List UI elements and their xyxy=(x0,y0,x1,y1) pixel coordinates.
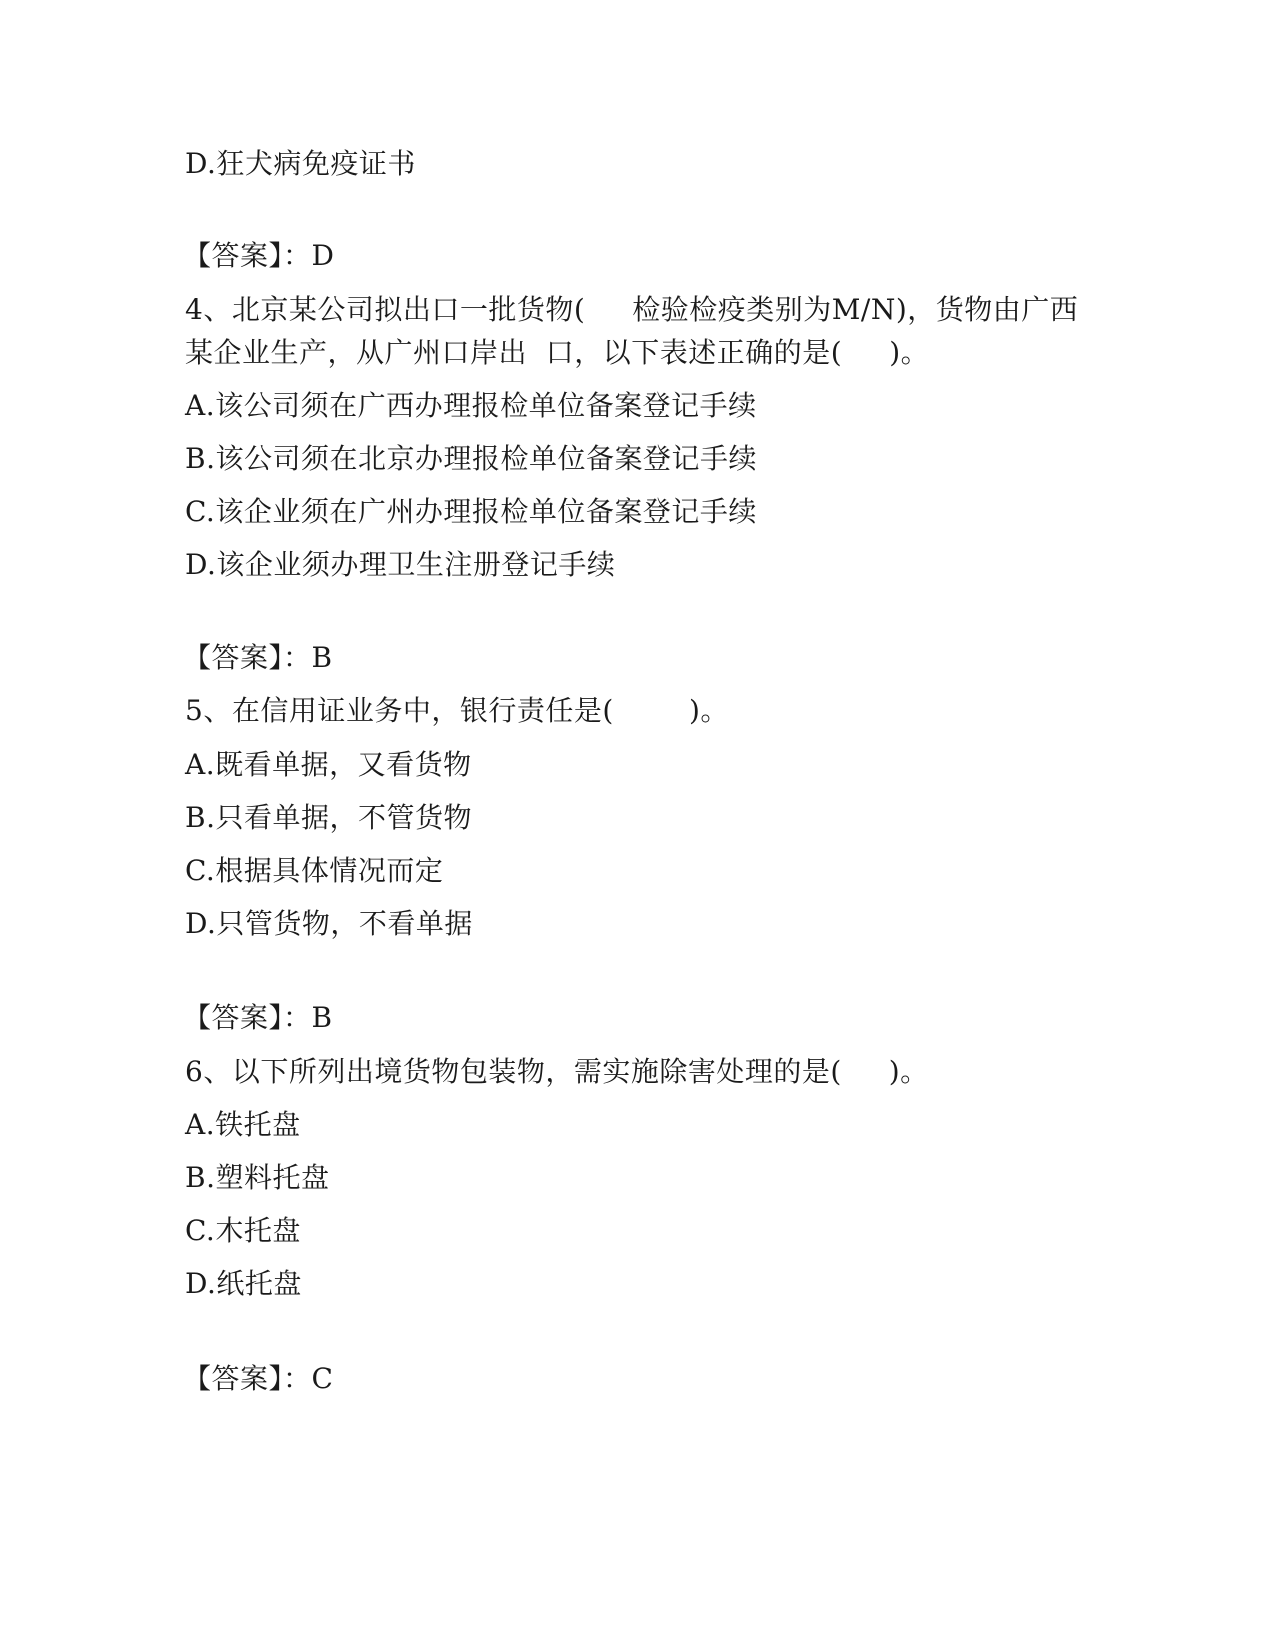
q5-option-a: A.既看单据，又看货物 xyxy=(185,748,472,781)
q4-option-d: D.该企业须办理卫生注册登记手续 xyxy=(185,548,616,581)
q4-stem-line1: 4、北京某公司拟出口一批货物( 检验检疫类别为M/N)，货物由广西 xyxy=(185,293,1079,326)
q4-answer: 【答案】：B xyxy=(183,641,333,674)
q6-option-b: B.塑料托盘 xyxy=(185,1161,330,1194)
q5-option-d: D.只管货物，不看单据 xyxy=(185,907,473,940)
q6-stem: 6、以下所列出境货物包装物，需实施除害处理的是( )。 xyxy=(185,1055,929,1088)
q3-answer: 【答案】：D xyxy=(183,239,335,272)
q5-answer: 【答案】：B xyxy=(183,1001,333,1034)
q5-option-b: B.只看单据，不管货物 xyxy=(185,801,472,834)
q4-option-a: A.该公司须在广西办理报检单位备案登记手续 xyxy=(185,389,757,422)
q6-option-a: A.铁托盘 xyxy=(185,1108,301,1141)
q5-stem: 5、在信用证业务中，银行责任是( )。 xyxy=(185,694,729,727)
q4-stem-line2: 某企业生产，从广州口岸出 口，以下表述正确的是( )。 xyxy=(185,336,930,369)
q3-option-d: D.狂犬病免疫证书 xyxy=(185,147,416,180)
q6-option-d: D.纸托盘 xyxy=(185,1267,302,1300)
q4-option-b: B.该公司须在北京办理报检单位备案登记手续 xyxy=(185,442,757,475)
q4-option-c: C.该企业须在广州办理报检单位备案登记手续 xyxy=(185,495,757,528)
q6-answer: 【答案】：C xyxy=(183,1362,334,1395)
q6-option-c: C.木托盘 xyxy=(185,1214,301,1247)
q5-option-c: C.根据具体情况而定 xyxy=(185,854,444,887)
